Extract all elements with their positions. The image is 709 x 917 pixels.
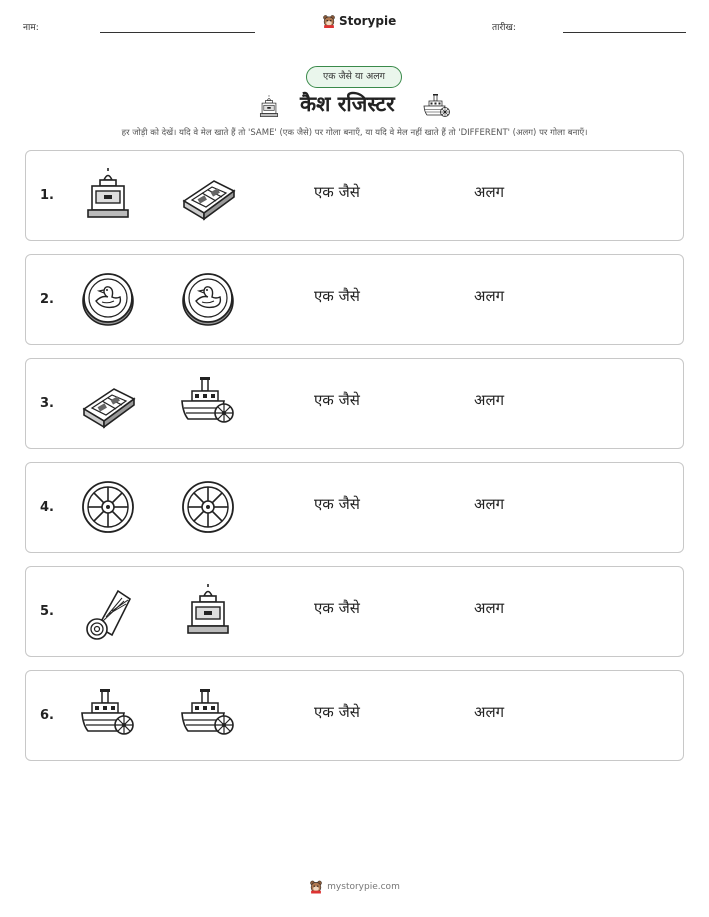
question-number: 3. — [40, 396, 54, 411]
cash-register-icon — [78, 165, 138, 225]
instructions: हर जोड़ी को देखें। यदि वे मेल खाते हैं तो 'SAME' (एक जैसे) पर गोला बनाएँ, या यदि वे मेल नहीं खाते हैं तो 'DIFFERENT' (अलग) पर गोला बनाएँ। — [121, 128, 588, 138]
option-same[interactable]: एक जैसे — [314, 391, 360, 409]
storypie-logo — [322, 13, 396, 29]
cash-drawer-icon — [78, 373, 138, 433]
cash-drawer-icon — [178, 165, 238, 225]
question-row-2 — [25, 254, 684, 345]
date-label: तारीख: — [492, 23, 516, 33]
question-row-5 — [25, 566, 684, 657]
option-same[interactable]: एक जैसे — [314, 703, 360, 721]
option-different[interactable]: अलग — [474, 703, 505, 721]
question-row-1 — [25, 150, 684, 241]
question-number: 6. — [40, 708, 54, 723]
steamboat-icon — [178, 685, 238, 745]
question-number: 5. — [40, 604, 54, 619]
worksheet-header — [0, 0, 709, 40]
cash-register-icon — [256, 94, 282, 120]
option-different[interactable]: अलग — [474, 495, 505, 513]
steamboat-icon — [178, 373, 238, 433]
page-title: कैश रजिस्टर — [300, 92, 395, 116]
footer — [0, 879, 709, 894]
question-row-6 — [25, 670, 684, 761]
bear-logo-icon — [322, 13, 336, 29]
question-number: 4. — [40, 500, 54, 515]
option-same[interactable]: एक जैसे — [314, 287, 360, 305]
option-same[interactable]: एक जैसे — [314, 599, 360, 617]
steamboat-icon — [421, 92, 453, 120]
option-same[interactable]: एक जैसे — [314, 495, 360, 513]
name-line[interactable] — [100, 32, 255, 33]
wheel-icon — [178, 477, 238, 537]
category-badge: एक जैसे या अलग — [306, 66, 402, 88]
option-different[interactable]: अलग — [474, 391, 505, 409]
question-number: 1. — [40, 188, 54, 203]
title-row — [0, 90, 709, 120]
duck-coin-icon — [178, 269, 238, 329]
bear-logo-icon — [309, 879, 323, 894]
option-same[interactable]: एक जैसे — [314, 183, 360, 201]
duck-coin-icon — [78, 269, 138, 329]
option-different[interactable]: अलग — [474, 287, 505, 305]
question-row-4 — [25, 462, 684, 553]
date-line[interactable] — [563, 32, 686, 33]
steamboat-icon — [78, 685, 138, 745]
question-row-3 — [25, 358, 684, 449]
cash-register-icon — [178, 581, 238, 641]
name-label: नाम: — [23, 23, 39, 33]
logo-text: Storypie — [339, 14, 397, 28]
footer-url[interactable]: mystorypie.com — [327, 881, 400, 892]
option-different[interactable]: अलग — [474, 599, 505, 617]
paper-roll-icon — [78, 581, 138, 641]
question-number: 2. — [40, 292, 54, 307]
option-different[interactable]: अलग — [474, 183, 505, 201]
wheel-icon — [78, 477, 138, 537]
